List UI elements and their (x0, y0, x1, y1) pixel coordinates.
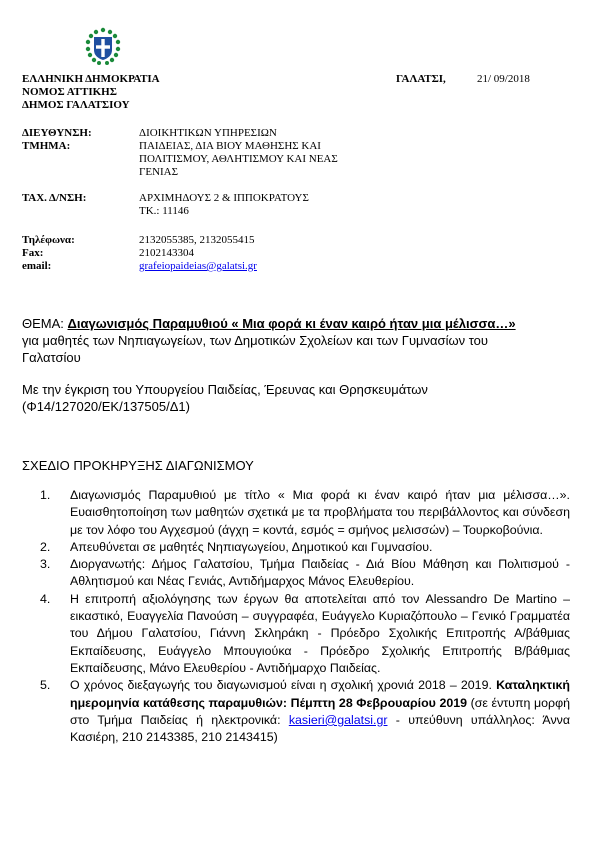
fax-value: 2102143304 (139, 247, 194, 259)
address-value: ΔΙΟΙΚΗΤΙΚΩΝ ΥΠΗΡΕΣΙΩΝ (139, 127, 277, 139)
item-number: 2. (40, 539, 51, 554)
contact-email-link[interactable]: kasieri@galatsi.gr (288, 712, 388, 727)
item-text: Διοργανωτής: Δήμος Γαλατσίου, Τμήμα Παιδείας - Διά Βίου Μάθηση και Πολιτισμού - Αθλητισμού και Νέας Γενιάς, Αντιδήμαρχος Μάνος Ελευθερίου. (70, 557, 570, 589)
department-line: ΓΕΝΙΑΣ (139, 166, 179, 178)
greek-state-emblem-icon (83, 26, 123, 66)
list-item (40, 677, 570, 746)
deadline-text: Καταληκτική ημερομηνία κατάθεσης παραμυθιών: Πέμπτη 28 Φεβρουαρίου 2019 (70, 678, 570, 710)
address-label: ΔΙΕΥΘΥΝΣΗ: (22, 127, 92, 139)
email-link[interactable]: grafeiopaideias@galatsi.gr (139, 260, 257, 272)
list-item (40, 487, 570, 539)
document-date: 21/ 09/2018 (477, 73, 530, 85)
place-label: ΓΑΛΑΤΣΙ, (396, 73, 446, 85)
phone-value: 2132055385, 2132055415 (139, 234, 255, 246)
postal-address-line: ΑΡΧΙΜΗΔΟΥΣ 2 & ΙΠΠΟΚΡΑΤΟΥΣ (139, 192, 309, 204)
item-number: 1. (40, 488, 51, 502)
department-line: ΠΑΙΔΕΙΑΣ, ΔΙΑ ΒΙΟΥ ΜΑΘΗΣΗΣ ΚΑΙ (139, 140, 321, 152)
approval-block (22, 381, 592, 415)
item-text: Απευθύνεται σε μαθητές Νηπιαγωγείου, Δημοτικού και Γυμνασίου. (70, 539, 433, 554)
item-number: 5. (40, 678, 51, 693)
issuer-line: ΕΛΛΗΝΙΚΗ ΔΗΜΟΚΡΑΤΙΑ (22, 73, 160, 85)
item-text: Διαγωνισμός Παραμυθιού με τίτλο « Μια φορά κι έναν καιρό ήταν μια μέλισσα…». Ευαισθητοποίηση των μαθητών σχετικά με τα προβλήματα του περιβάλλοντος και σύνδεση με τον λόφο του Αγχεσμού (άγχη = κοντά, εσμός = σμήνος μελισσών) – Τουρκοβούνια. (70, 488, 570, 537)
department-line: ΠΟΛΙΤΙΣΜΟΥ, ΑΘΛΗΤΙΣΜΟΥ ΚΑΙ ΝΕΑΣ (139, 153, 338, 165)
issuer-line: ΝΟΜΟΣ ΑΤΤΙΚΗΣ (22, 86, 117, 98)
fax-label: Fax: (22, 247, 44, 259)
list-item (40, 591, 570, 677)
item-text: (σε έντυπη μορφή στο Τμήμα Παιδείας ή ηλεκτρονικά: (70, 695, 570, 727)
department-label: ΤΜΗΜΑ: (22, 140, 71, 152)
item-text: - υπεύθυνη υπάλληλος: Άννα Κασιέρη, 210 2143385, 210 2143415) (70, 712, 570, 745)
postal-address-label: ΤΑΧ. Δ/ΝΣΗ: (22, 192, 87, 204)
issuer-line: ΔΗΜΟΣ ΓΑΛΑΤΣΙΟΥ (22, 99, 130, 111)
subject-block (22, 315, 592, 366)
email-label: email: (22, 260, 52, 272)
department-value (139, 140, 338, 179)
subject-line (22, 315, 592, 332)
phone-label: Τηλέφωνα: (22, 234, 75, 246)
list-item (40, 539, 570, 556)
announcement-list (40, 487, 570, 746)
subject-line-3: Γαλατσίου (22, 350, 81, 365)
list-item (40, 556, 570, 591)
item-text: Ο χρόνος διεξαγωγής του διαγωνισμού είναι η σχολική χρονιά 2018 – 2019. (70, 678, 497, 693)
subject-prefix: ΘΕΜΑ: (22, 316, 68, 331)
subject-title: Διαγωνισμός Παραμυθιού « Μια φορά κι έναν καιρό ήταν μια μέλισσα…» (67, 316, 516, 331)
section-title: ΣΧΕΔΙΟ ΠΡΟΚΗΡΥΞΗΣ ΔΙΑΓΩΝΙΣΜΟΥ (22, 458, 254, 473)
postal-address-line: ΤΚ.: 11146 (139, 205, 189, 217)
subject-line-2: για μαθητές των Νηπιαγωγείων, των Δημοτικών Σχολείων και των Γυμνασίων του (22, 333, 489, 348)
issuer-block (22, 73, 160, 112)
approval-reference: (Φ14/127020/ΕΚ/137505/Δ1) (22, 399, 190, 414)
postal-address-value (139, 192, 309, 218)
item-number: 3. (40, 557, 51, 572)
approval-line: Με την έγκριση του Υπουργείου Παιδείας, Έρευνας και Θρησκευμάτων (22, 382, 428, 397)
item-number: 4. (40, 591, 51, 606)
item-text: Η επιτροπή αξιολόγησης των έργων θα αποτελείται από τον Alessandro De Martino – εικαστικό, Ευαγγελία Πανούση – συγγραφέα, Ευάγγελο Κυριαζόπουλο – Γενικό Γραμματέα του Δήμου Γαλατσίου, Γιάννη Σκληράκη - Πρόεδρο Σχολικής Επιτροπής Α/βάθμιας Εκπαίδευσης, Ευάγγελο Μπουγιούκα - Πρόεδρο Σχολικής Επιτροπής Β/βάθμιας Εκπαίδευσης, Μάνο Ελευθερίου - Αντιδήμαρχο Παιδείας. (70, 591, 570, 675)
